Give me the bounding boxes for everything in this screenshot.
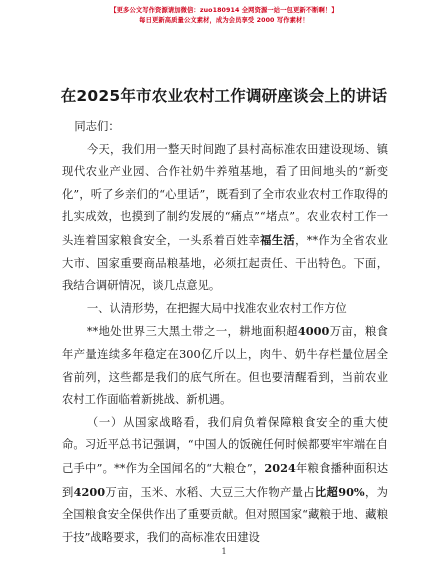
greeting: 同志们： bbox=[74, 120, 120, 133]
promo-banner bbox=[0, 6, 448, 26]
section-heading-1: 一、认清形势，在把握大局中找准农业农村工作方位 bbox=[86, 301, 347, 315]
promo-line-1: 【更多公文写作资源请加微信：zuo180914 全网资源一站一包更新不断啊！】 bbox=[110, 7, 338, 14]
page-number: 1 bbox=[221, 547, 227, 556]
paragraph-intro bbox=[62, 139, 388, 298]
intro-text: 今天，我们用一整天时间跑了县村高标准农田建设现场、镇现代农业产业园、合作社奶牛养殖基地，看了田间地头的“新变化”，听了乡亲们的“心里话”，既看到了全市农业农村工作取得的扎实成效，也摸到了制约发展的“痛点”“堵点”。农业农村工作一头连着国家粮食安全，一头系着百姓幸 bbox=[62, 142, 388, 247]
strategy-text-c: 万亩，玉米、水稻、大豆三大作物产量占 bbox=[105, 485, 315, 499]
paragraph-situation bbox=[62, 320, 388, 411]
strategy-text-b: 年粮食播种面积达到 bbox=[62, 461, 388, 499]
paragraph-national-strategy bbox=[62, 412, 388, 550]
intro-bold: 福生活 bbox=[260, 232, 296, 247]
strategy-bold-area: 4200 bbox=[73, 484, 106, 499]
strategy-text-d: ，为全国粮食安全保供作出了重要贡献。但对照国家“藏粮于地、藏粮于技”战略要求，我们的高标准农田建设 bbox=[62, 485, 388, 544]
situation-text-a: **地处世界三大黑土带之一，耕地面积超 bbox=[86, 325, 298, 339]
situation-bold-area: 4000 bbox=[297, 324, 330, 339]
situation-text-b: 万亩，粮食年产量连续多年稳定在300亿斤以上，肉牛、奶牛存栏量位居全省前列，这些都是我们的底气所在。但也要清醒看到，当前农业农村工作面临着新挑战、新机遇。 bbox=[62, 325, 388, 407]
promo-line-2: 每日更新高质量公文素材，成为会员享受 2000 写作素材！ bbox=[139, 17, 309, 24]
strategy-bold-year: 2024 bbox=[264, 460, 296, 475]
strategy-text-a: （一）从国家战略看，我们肩负着保障粮食安全的重大使命。习近平总书记强调，“中国人的饭碗任何时候都要牢牢端在自己手中”。**作为全国闻名的“大粮仓”， bbox=[62, 415, 388, 475]
document-body bbox=[62, 116, 388, 549]
intro-text-rest: ，**作为全省农业大市、国家重要商品粮基地，必须扛起责任、干出特色。下面，我结合调研情况，谈几点意见。 bbox=[62, 233, 388, 293]
strategy-bold-ratio: 90% bbox=[338, 484, 365, 499]
strategy-bold-ratio-label: 比超 bbox=[314, 484, 339, 499]
document-title: 在2025年市农业农村工作调研座谈会上的讲话 bbox=[60, 87, 388, 105]
